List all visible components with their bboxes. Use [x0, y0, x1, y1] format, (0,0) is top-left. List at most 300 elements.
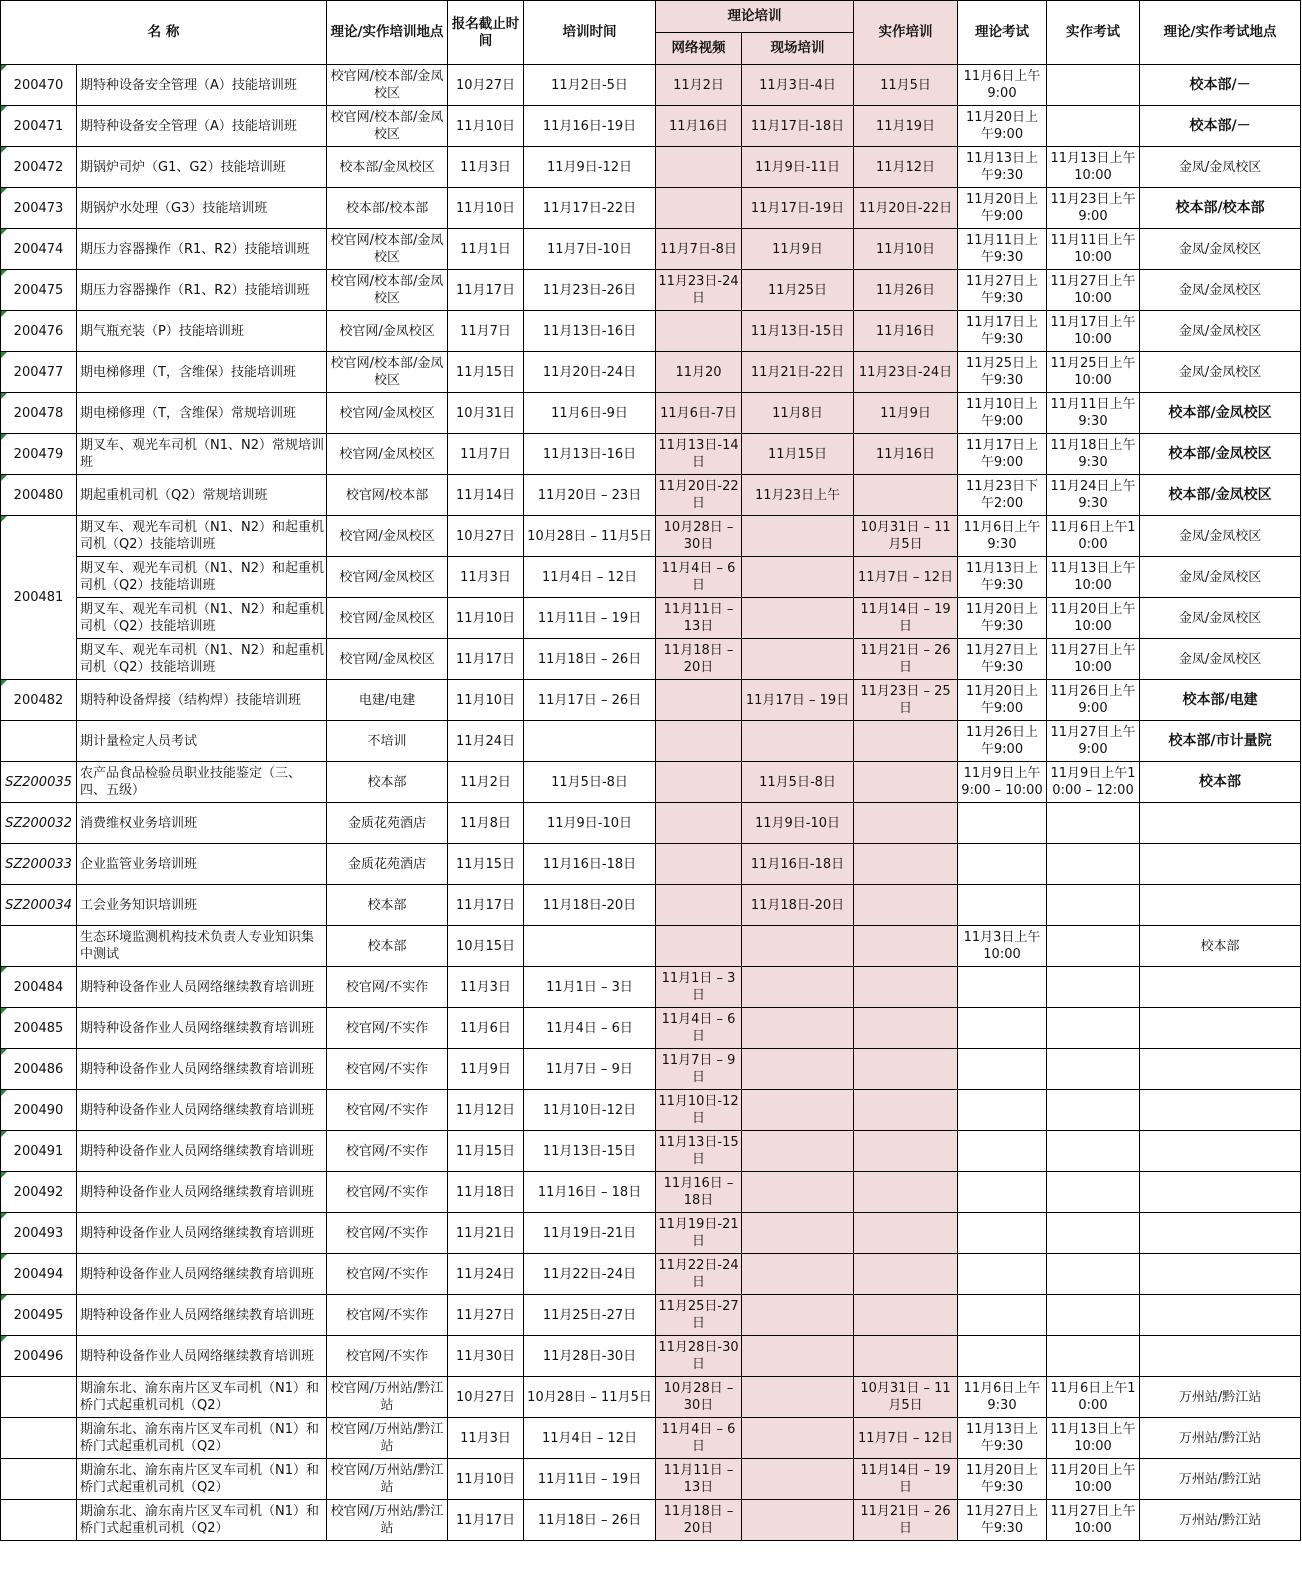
online-cell: 11月22日-24日 — [656, 1254, 742, 1295]
theory-exam-cell: 11月10日上午9:00 — [958, 393, 1047, 434]
code-cell: 200471 — [1, 106, 77, 147]
location-cell: 校官网/不实作 — [327, 1213, 448, 1254]
name-cell: 期电梯修理（T，含维保）常规培训班 — [77, 393, 327, 434]
theory-exam-cell — [958, 1254, 1047, 1295]
table-row — [1, 516, 1301, 557]
location-cell: 校官网/校本部/金凤校区 — [327, 65, 448, 106]
theory-exam-cell — [958, 1213, 1047, 1254]
theory-exam-cell: 11月6日上午9:30 — [958, 1377, 1047, 1418]
code-cell: 200477 — [1, 352, 77, 393]
onsite-cell — [742, 1049, 854, 1090]
location-cell: 校官网/金凤校区 — [327, 434, 448, 475]
deadline-cell: 11月18日 — [448, 1172, 524, 1213]
table-row — [1, 270, 1301, 311]
theory-exam-cell: 11月26日上午9:00 — [958, 721, 1047, 762]
theory-exam-cell: 11月9日上午9:00 – 10:00 — [958, 762, 1047, 803]
online-cell: 11月18日 – 20日 — [656, 639, 742, 680]
practice-cell: 11月12日 — [854, 147, 958, 188]
exam-location-cell — [1140, 1336, 1301, 1377]
code-cell: 200474 — [1, 229, 77, 270]
table-row — [1, 1295, 1301, 1336]
practice-cell: 11月20日-22日 — [854, 188, 958, 229]
practice-cell: 11月19日 — [854, 106, 958, 147]
onsite-cell — [742, 516, 854, 557]
practice-exam-cell — [1047, 1336, 1140, 1377]
period-cell: 11月4日 – 12日 — [524, 557, 656, 598]
practice-cell — [854, 1049, 958, 1090]
exam-location-cell: 校本部/市计量院 — [1140, 721, 1301, 762]
deadline-cell: 11月10日 — [448, 598, 524, 639]
theory-exam-cell — [958, 1131, 1047, 1172]
online-cell — [656, 188, 742, 229]
theory-exam-cell: 11月17日上午9:30 — [958, 311, 1047, 352]
onsite-cell: 11月8日 — [742, 393, 854, 434]
theory-exam-cell — [958, 1336, 1047, 1377]
practice-cell: 11月23日-24日 — [854, 352, 958, 393]
exam-location-cell — [1140, 844, 1301, 885]
exam-location-cell — [1140, 803, 1301, 844]
name-cell: 农产品食品检验员职业技能鉴定（三、四、五级） — [77, 762, 327, 803]
name-cell: 期叉车、观光车司机（N1、N2）和起重机司机（Q2）技能培训班 — [77, 598, 327, 639]
theory-exam-cell — [958, 1090, 1047, 1131]
location-cell: 金质花苑酒店 — [327, 803, 448, 844]
onsite-cell: 11月18日-20日 — [742, 885, 854, 926]
table-row — [1, 1049, 1301, 1090]
code-cell — [1, 926, 77, 967]
code-cell — [1, 721, 77, 762]
practice-exam-cell: 11月9日上午10:00 – 12:00 — [1047, 762, 1140, 803]
period-cell: 11月17日 – 26日 — [524, 680, 656, 721]
exam-location-cell — [1140, 1172, 1301, 1213]
online-cell: 10月28日 – 30日 — [656, 516, 742, 557]
theory-exam-cell: 11月11日上午9:30 — [958, 229, 1047, 270]
practice-exam-cell — [1047, 1049, 1140, 1090]
location-cell: 校官网/万州站/黔江站 — [327, 1500, 448, 1541]
onsite-cell: 11月5日-8日 — [742, 762, 854, 803]
period-cell: 11月22日-24日 — [524, 1254, 656, 1295]
location-cell: 校官网/校本部/金凤校区 — [327, 270, 448, 311]
exam-location-cell — [1140, 1131, 1301, 1172]
practice-cell: 11月21日 – 26日 — [854, 639, 958, 680]
online-cell — [656, 803, 742, 844]
table-row — [1, 967, 1301, 1008]
theory-exam-cell: 11月13日上午9:30 — [958, 147, 1047, 188]
practice-exam-cell — [1047, 1254, 1140, 1295]
code-cell: SZ200032 — [1, 803, 77, 844]
deadline-cell: 11月9日 — [448, 1049, 524, 1090]
deadline-cell: 11月10日 — [448, 106, 524, 147]
table-row — [1, 844, 1301, 885]
exam-location-cell: 金凤/金凤校区 — [1140, 270, 1301, 311]
table-row — [1, 1336, 1301, 1377]
name-cell: 期特种设备作业人员网络继续教育培训班 — [77, 1254, 327, 1295]
theory-exam-cell: 11月20日上午9:00 — [958, 106, 1047, 147]
deadline-cell: 11月3日 — [448, 967, 524, 1008]
exam-location-cell — [1140, 1049, 1301, 1090]
location-cell: 校官网/不实作 — [327, 1295, 448, 1336]
practice-cell — [854, 885, 958, 926]
exam-location-cell: 万州站/黔江站 — [1140, 1418, 1301, 1459]
code-cell: 200485 — [1, 1008, 77, 1049]
period-cell: 11月28日-30日 — [524, 1336, 656, 1377]
onsite-cell — [742, 1459, 854, 1500]
practice-cell — [854, 803, 958, 844]
period-cell: 10月28日 – 11月5日 — [524, 516, 656, 557]
practice-cell — [854, 926, 958, 967]
period-cell: 11月18日-20日 — [524, 885, 656, 926]
location-cell: 电建/电建 — [327, 680, 448, 721]
code-cell: 200486 — [1, 1049, 77, 1090]
theory-exam-cell — [958, 1295, 1047, 1336]
theory-exam-cell — [958, 803, 1047, 844]
practice-exam-cell: 11月13日上午10:00 — [1047, 557, 1140, 598]
header-deadline: 报名截止时间 — [448, 1, 524, 65]
period-cell: 11月16日 – 18日 — [524, 1172, 656, 1213]
deadline-cell: 10月27日 — [448, 65, 524, 106]
practice-cell — [854, 475, 958, 516]
table-row — [1, 434, 1301, 475]
period-cell: 11月1日 – 3日 — [524, 967, 656, 1008]
name-cell: 期叉车、观光车司机（N1、N2）和起重机司机（Q2）技能培训班 — [77, 516, 327, 557]
onsite-cell: 11月16日-18日 — [742, 844, 854, 885]
code-cell: 200496 — [1, 1336, 77, 1377]
exam-location-cell: 校本部/金凤校区 — [1140, 475, 1301, 516]
practice-exam-cell: 11月18日上午9:30 — [1047, 434, 1140, 475]
location-cell: 校官网/金凤校区 — [327, 639, 448, 680]
exam-location-cell — [1140, 967, 1301, 1008]
deadline-cell: 11月27日 — [448, 1295, 524, 1336]
exam-location-cell: 校本部/－ — [1140, 106, 1301, 147]
table-row — [1, 1377, 1301, 1418]
code-cell: SZ200035 — [1, 762, 77, 803]
deadline-cell: 11月24日 — [448, 1254, 524, 1295]
code-cell: 200484 — [1, 967, 77, 1008]
name-cell: 期特种设备作业人员网络继续教育培训班 — [77, 1131, 327, 1172]
name-cell: 期渝东北、渝东南片区叉车司机（N1）和桥门式起重机司机（Q2） — [77, 1418, 327, 1459]
practice-exam-cell: 11月20日上午10:00 — [1047, 598, 1140, 639]
online-cell — [656, 762, 742, 803]
exam-location-cell: 校本部 — [1140, 762, 1301, 803]
location-cell: 校官网/万州站/黔江站 — [327, 1418, 448, 1459]
online-cell: 11月6日-7日 — [656, 393, 742, 434]
period-cell: 11月4日 – 6日 — [524, 1008, 656, 1049]
practice-cell: 11月14日 – 19日 — [854, 1459, 958, 1500]
online-cell — [656, 680, 742, 721]
online-cell: 11月7日-8日 — [656, 229, 742, 270]
location-cell: 校官网/校本部/金凤校区 — [327, 106, 448, 147]
period-cell: 11月2日-5日 — [524, 65, 656, 106]
exam-location-cell: 万州站/黔江站 — [1140, 1459, 1301, 1500]
practice-cell: 10月31日 – 11月5日 — [854, 1377, 958, 1418]
practice-exam-cell: 11月27日上午10:00 — [1047, 1500, 1140, 1541]
exam-location-cell: 万州站/黔江站 — [1140, 1377, 1301, 1418]
table-row — [1, 1008, 1301, 1049]
deadline-cell: 11月21日 — [448, 1213, 524, 1254]
practice-cell — [854, 844, 958, 885]
code-cell: 200475 — [1, 270, 77, 311]
table-row — [1, 1090, 1301, 1131]
location-cell: 金质花苑酒店 — [327, 844, 448, 885]
exam-location-cell — [1140, 1008, 1301, 1049]
code-cell: 200492 — [1, 1172, 77, 1213]
practice-exam-cell — [1047, 1172, 1140, 1213]
table-body — [1, 65, 1301, 1541]
exam-location-cell: 校本部/金凤校区 — [1140, 393, 1301, 434]
table-row — [1, 1418, 1301, 1459]
practice-cell — [854, 1295, 958, 1336]
practice-exam-cell: 11月13日上午10:00 — [1047, 1418, 1140, 1459]
location-cell: 校官网/不实作 — [327, 1090, 448, 1131]
practice-cell — [854, 1008, 958, 1049]
code-cell: 200479 — [1, 434, 77, 475]
practice-exam-cell: 11月27日上午10:00 — [1047, 639, 1140, 680]
deadline-cell: 10月15日 — [448, 926, 524, 967]
period-cell: 11月5日-8日 — [524, 762, 656, 803]
online-cell: 11月11日 – 13日 — [656, 598, 742, 639]
table-row — [1, 885, 1301, 926]
practice-exam-cell — [1047, 844, 1140, 885]
deadline-cell: 11月10日 — [448, 680, 524, 721]
table-row — [1, 311, 1301, 352]
code-cell: 200472 — [1, 147, 77, 188]
location-cell: 不培训 — [327, 721, 448, 762]
online-cell: 11月25日-27日 — [656, 1295, 742, 1336]
period-cell: 11月23日-26日 — [524, 270, 656, 311]
name-cell: 期气瓶充装（P）技能培训班 — [77, 311, 327, 352]
location-cell: 校官网/不实作 — [327, 1172, 448, 1213]
period-cell: 11月11日 – 19日 — [524, 1459, 656, 1500]
code-cell — [1, 1377, 77, 1418]
exam-location-cell: 金凤/金凤校区 — [1140, 229, 1301, 270]
table-row — [1, 1213, 1301, 1254]
code-cell: 200491 — [1, 1131, 77, 1172]
online-cell: 11月18日 – 20日 — [656, 1500, 742, 1541]
practice-cell — [854, 1090, 958, 1131]
theory-exam-cell: 11月20日上午9:30 — [958, 598, 1047, 639]
code-cell: 200495 — [1, 1295, 77, 1336]
table-row — [1, 680, 1301, 721]
theory-exam-cell — [958, 1049, 1047, 1090]
practice-cell: 11月7日 – 12日 — [854, 557, 958, 598]
period-cell: 11月13日-15日 — [524, 1131, 656, 1172]
online-cell: 11月13日-15日 — [656, 1131, 742, 1172]
name-cell: 期渝东北、渝东南片区叉车司机（N1）和桥门式起重机司机（Q2） — [77, 1377, 327, 1418]
deadline-cell: 11月17日 — [448, 885, 524, 926]
period-cell: 11月9日-10日 — [524, 803, 656, 844]
practice-exam-cell: 11月13日上午10:00 — [1047, 147, 1140, 188]
theory-exam-cell: 11月27日上午9:30 — [958, 639, 1047, 680]
name-cell: 期叉车、观光车司机（N1、N2）和起重机司机（Q2）技能培训班 — [77, 557, 327, 598]
onsite-cell — [742, 557, 854, 598]
header-theory-exam: 理论考试 — [958, 1, 1047, 65]
practice-exam-cell — [1047, 1295, 1140, 1336]
deadline-cell: 11月10日 — [448, 188, 524, 229]
practice-cell: 11月10日 — [854, 229, 958, 270]
code-cell — [1, 1459, 77, 1500]
name-cell: 期特种设备作业人员网络继续教育培训班 — [77, 1008, 327, 1049]
practice-cell: 11月14日 – 19日 — [854, 598, 958, 639]
deadline-cell: 11月7日 — [448, 434, 524, 475]
online-cell: 11月11日 – 13日 — [656, 1459, 742, 1500]
period-cell: 10月28日 – 11月5日 — [524, 1377, 656, 1418]
period-cell: 11月7日 – 9日 — [524, 1049, 656, 1090]
practice-exam-cell: 11月17日上午10:00 — [1047, 311, 1140, 352]
practice-cell — [854, 1336, 958, 1377]
theory-exam-cell: 11月20日上午9:00 — [958, 188, 1047, 229]
table-row — [1, 229, 1301, 270]
table-row — [1, 475, 1301, 516]
deadline-cell: 11月24日 — [448, 721, 524, 762]
location-cell: 校本部 — [327, 762, 448, 803]
code-cell: 200480 — [1, 475, 77, 516]
name-cell: 期特种设备安全管理（A）技能培训班 — [77, 106, 327, 147]
practice-exam-cell: 11月23日上午9:00 — [1047, 188, 1140, 229]
name-cell: 期压力容器操作（R1、R2）技能培训班 — [77, 229, 327, 270]
exam-location-cell: 校本部 — [1140, 926, 1301, 967]
exam-location-cell — [1140, 1090, 1301, 1131]
period-cell: 11月16日-18日 — [524, 844, 656, 885]
location-cell: 校本部 — [327, 926, 448, 967]
practice-exam-cell — [1047, 967, 1140, 1008]
online-cell — [656, 721, 742, 762]
table-row — [1, 147, 1301, 188]
deadline-cell: 11月7日 — [448, 311, 524, 352]
onsite-cell: 11月23日上午 — [742, 475, 854, 516]
onsite-cell: 11月17日-18日 — [742, 106, 854, 147]
location-cell: 校官网/金凤校区 — [327, 516, 448, 557]
practice-exam-cell: 11月11日上午10:00 — [1047, 229, 1140, 270]
deadline-cell: 10月27日 — [448, 1377, 524, 1418]
exam-location-cell: 校本部/电建 — [1140, 680, 1301, 721]
name-cell: 期特种设备作业人员网络继续教育培训班 — [77, 1090, 327, 1131]
onsite-cell: 11月15日 — [742, 434, 854, 475]
onsite-cell: 11月21日-22日 — [742, 352, 854, 393]
online-cell: 11月2日 — [656, 65, 742, 106]
onsite-cell — [742, 1336, 854, 1377]
theory-exam-cell — [958, 885, 1047, 926]
location-cell: 校官网/不实作 — [327, 1008, 448, 1049]
practice-cell — [854, 1131, 958, 1172]
header-practice-exam: 实作考试 — [1047, 1, 1140, 65]
table-row — [1, 106, 1301, 147]
exam-location-cell: 万州站/黔江站 — [1140, 1500, 1301, 1541]
theory-exam-cell: 11月17日上午9:00 — [958, 434, 1047, 475]
deadline-cell: 11月8日 — [448, 803, 524, 844]
period-cell: 11月20日-24日 — [524, 352, 656, 393]
table-row — [1, 65, 1301, 106]
online-cell: 10月28日 – 30日 — [656, 1377, 742, 1418]
practice-cell: 11月21日 – 26日 — [854, 1500, 958, 1541]
theory-exam-cell: 11月20日上午9:00 — [958, 680, 1047, 721]
theory-exam-cell: 11月27日上午9:30 — [958, 270, 1047, 311]
code-cell — [1, 1500, 77, 1541]
period-cell: 11月25日-27日 — [524, 1295, 656, 1336]
onsite-cell — [742, 926, 854, 967]
practice-cell: 11月16日 — [854, 311, 958, 352]
location-cell: 校官网/不实作 — [327, 1336, 448, 1377]
deadline-cell: 11月2日 — [448, 762, 524, 803]
header-onsite: 现场培训 — [742, 33, 854, 65]
table-row — [1, 803, 1301, 844]
theory-exam-cell — [958, 844, 1047, 885]
deadline-cell: 10月27日 — [448, 516, 524, 557]
code-cell: 200490 — [1, 1090, 77, 1131]
location-cell: 校官网/不实作 — [327, 1254, 448, 1295]
table-row — [1, 721, 1301, 762]
exam-location-cell: 金凤/金凤校区 — [1140, 147, 1301, 188]
period-cell: 11月17日-22日 — [524, 188, 656, 229]
period-cell: 11月9日-12日 — [524, 147, 656, 188]
practice-cell — [854, 762, 958, 803]
location-cell: 校官网/金凤校区 — [327, 393, 448, 434]
theory-exam-cell: 11月20日上午9:30 — [958, 1459, 1047, 1500]
practice-exam-cell: 11月6日上午10:00 — [1047, 516, 1140, 557]
table-row — [1, 352, 1301, 393]
practice-exam-cell — [1047, 1090, 1140, 1131]
deadline-cell: 11月3日 — [448, 557, 524, 598]
online-cell: 11月10日-12日 — [656, 1090, 742, 1131]
onsite-cell: 11月13日-15日 — [742, 311, 854, 352]
location-cell: 校本部 — [327, 885, 448, 926]
location-cell: 校官网/校本部/金凤校区 — [327, 352, 448, 393]
theory-exam-cell: 11月6日上午9:30 — [958, 516, 1047, 557]
online-cell: 11月16日 – 18日 — [656, 1172, 742, 1213]
code-cell: SZ200033 — [1, 844, 77, 885]
deadline-cell: 11月17日 — [448, 1500, 524, 1541]
code-cell: 200476 — [1, 311, 77, 352]
online-cell: 11月7日 – 9日 — [656, 1049, 742, 1090]
practice-exam-cell: 11月11日上午9:30 — [1047, 393, 1140, 434]
onsite-cell: 11月9日 — [742, 229, 854, 270]
name-cell: 期特种设备安全管理（A）技能培训班 — [77, 65, 327, 106]
header-name: 名 称 — [1, 1, 327, 65]
exam-location-cell: 金凤/金凤校区 — [1140, 557, 1301, 598]
onsite-cell — [742, 1377, 854, 1418]
code-cell: 200481 — [1, 516, 77, 680]
exam-location-cell — [1140, 1254, 1301, 1295]
exam-location-cell: 金凤/金凤校区 — [1140, 352, 1301, 393]
code-cell: 200470 — [1, 65, 77, 106]
period-cell: 11月20日 – 23日 — [524, 475, 656, 516]
theory-exam-cell — [958, 1172, 1047, 1213]
location-cell: 校官网/不实作 — [327, 1131, 448, 1172]
name-cell: 期渝东北、渝东南片区叉车司机（N1）和桥门式起重机司机（Q2） — [77, 1459, 327, 1500]
table-row — [1, 1459, 1301, 1500]
table-row — [1, 1500, 1301, 1541]
online-cell — [656, 885, 742, 926]
practice-exam-cell — [1047, 803, 1140, 844]
exam-location-cell: 金凤/金凤校区 — [1140, 516, 1301, 557]
name-cell: 消费维权业务培训班 — [77, 803, 327, 844]
code-cell — [1, 1418, 77, 1459]
table-row — [1, 1131, 1301, 1172]
header-theory: 理论培训 — [656, 1, 854, 33]
theory-exam-cell: 11月6日上午9:00 — [958, 65, 1047, 106]
practice-cell: 11月16日 — [854, 434, 958, 475]
name-cell: 期渝东北、渝东南片区叉车司机（N1）和桥门式起重机司机（Q2） — [77, 1500, 327, 1541]
header-practice: 实作培训 — [854, 1, 958, 65]
practice-cell — [854, 1254, 958, 1295]
theory-exam-cell: 11月13日上午9:30 — [958, 1418, 1047, 1459]
theory-exam-cell — [958, 1008, 1047, 1049]
theory-exam-cell — [958, 967, 1047, 1008]
practice-cell — [854, 721, 958, 762]
location-cell: 校本部/金凤校区 — [327, 147, 448, 188]
name-cell: 期叉车、观光车司机（N1、N2）和起重机司机（Q2）技能培训班 — [77, 639, 327, 680]
code-cell: 200494 — [1, 1254, 77, 1295]
practice-exam-cell: 11月26日上午9:00 — [1047, 680, 1140, 721]
period-cell: 11月16日-19日 — [524, 106, 656, 147]
